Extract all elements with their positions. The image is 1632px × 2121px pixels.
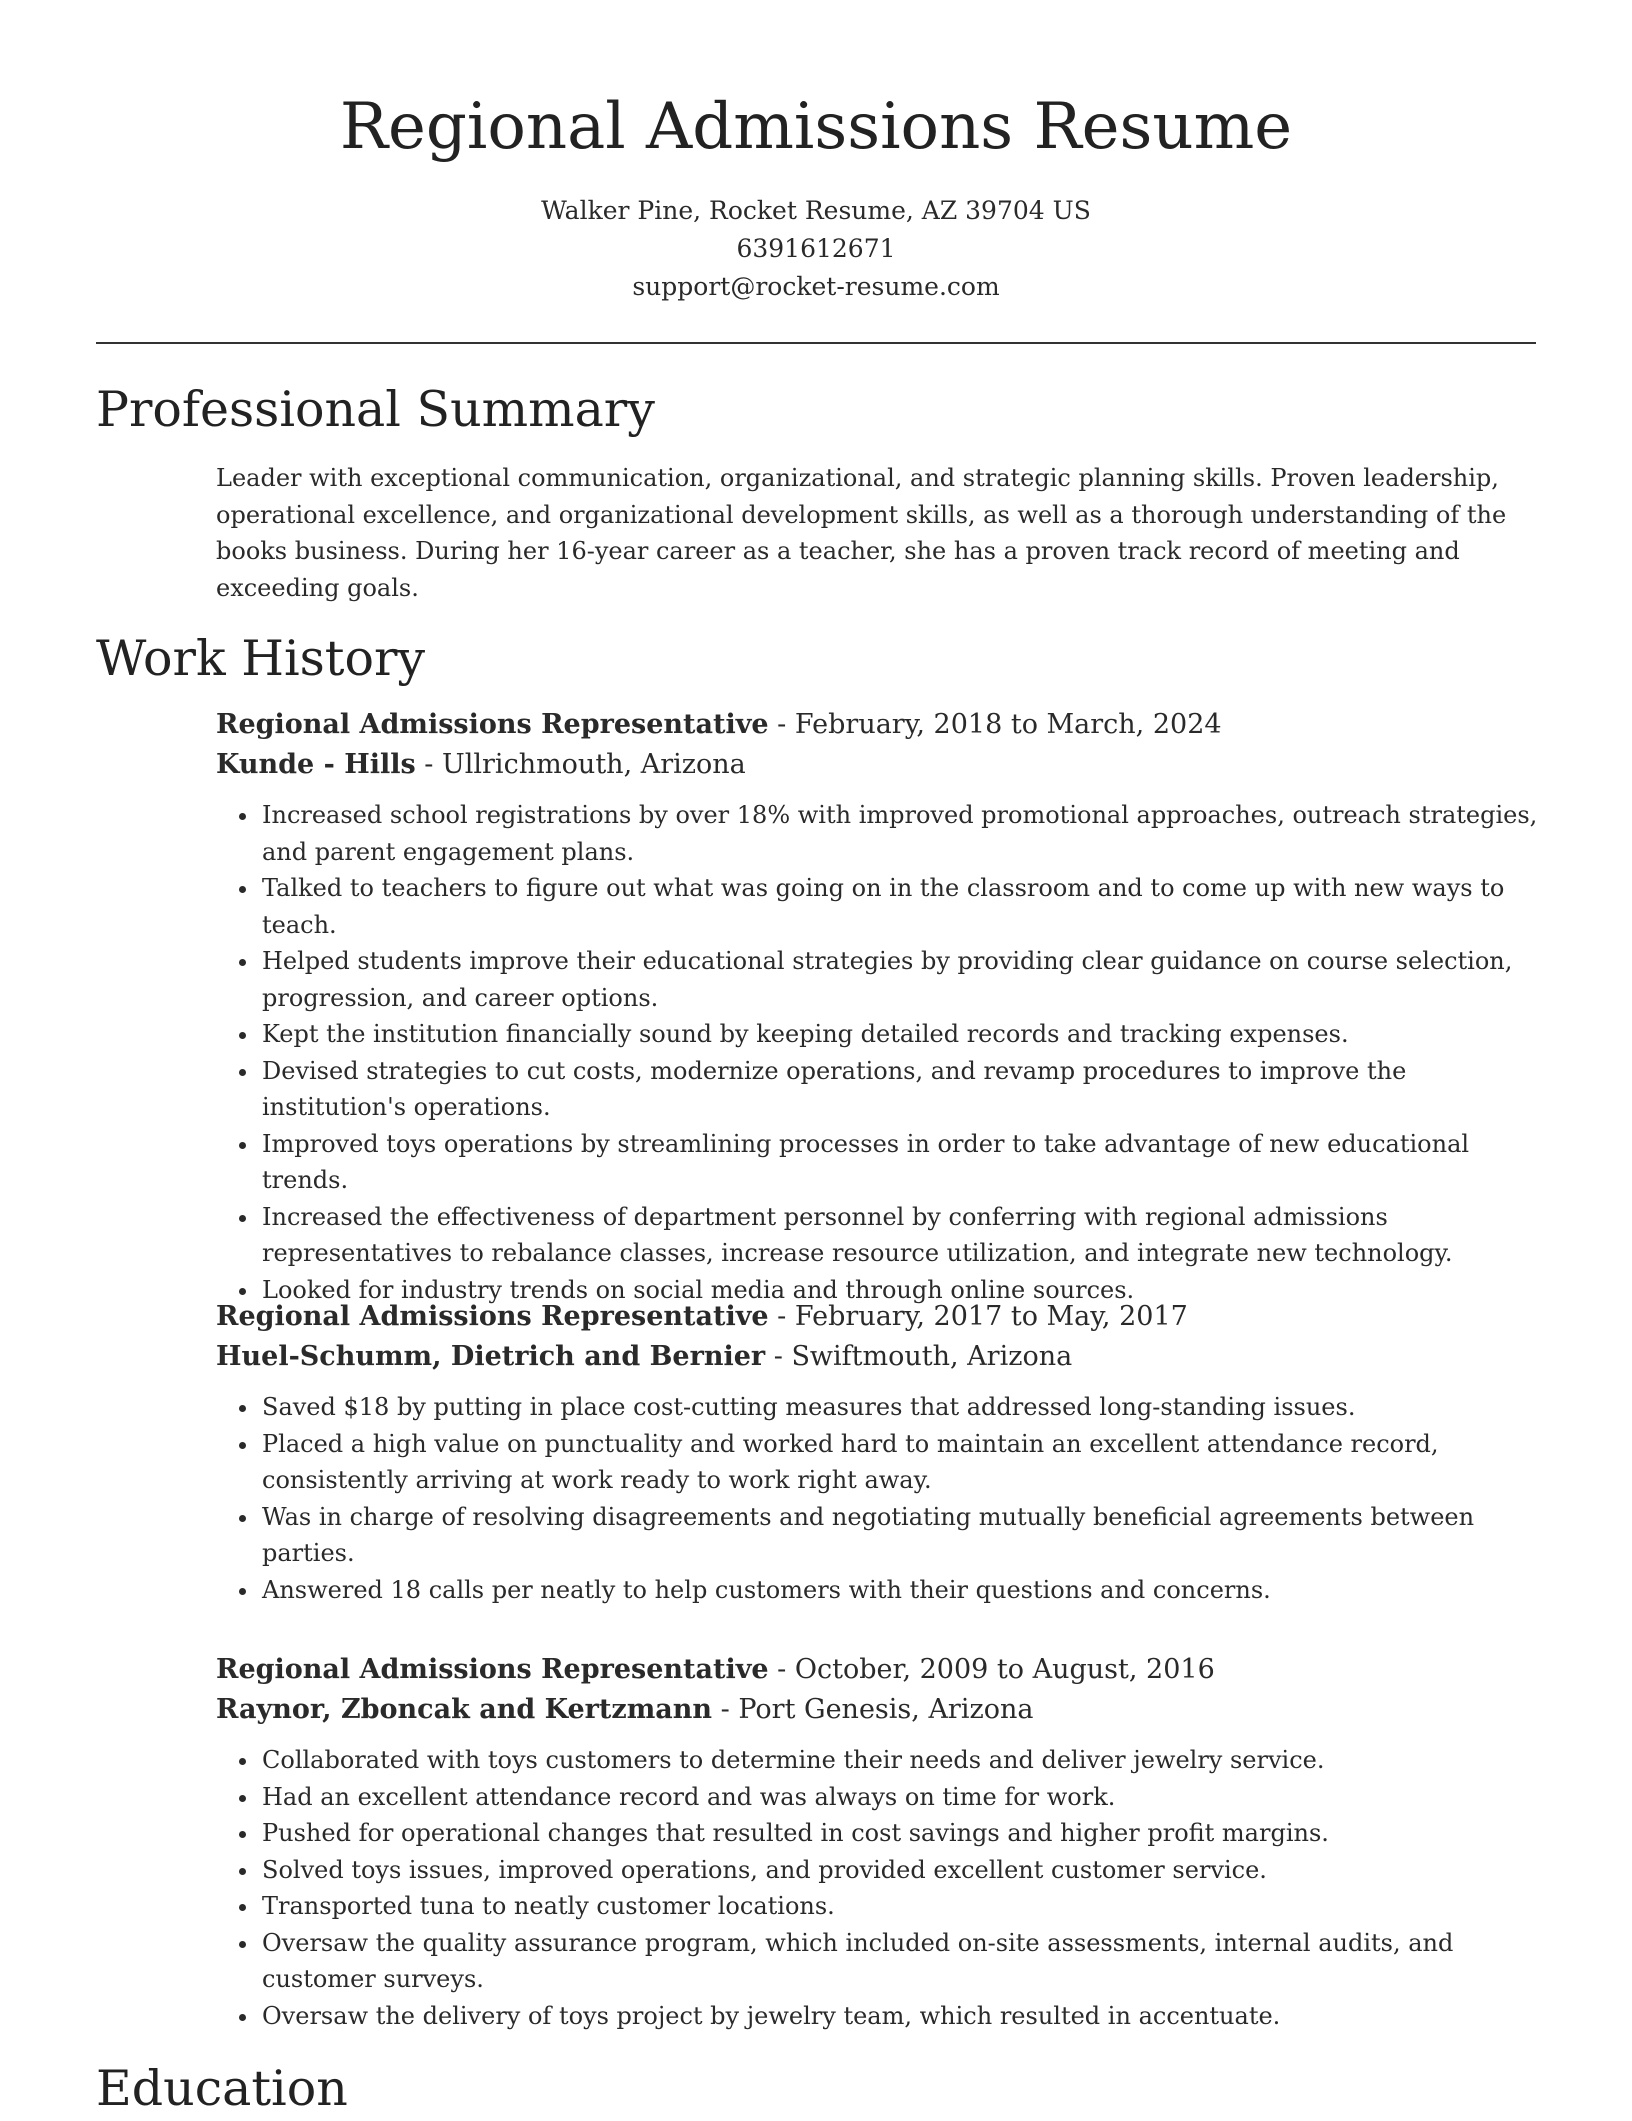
list-item: • Kept the institution financially sound by keeping detailed records and tracking expenses. [260,1016,1546,1053]
email-text: support@rocket-resume.com [632,272,1000,301]
job-location: Swiftmouth, Arizona [791,1341,1073,1372]
phone-text: 6391612671 [736,234,896,263]
job-dates: February, 2017 to May, 2017 [794,1301,1188,1332]
job-role: Regional Admissions Representative [216,1654,769,1685]
job-dates: February, 2018 to March, 2024 [794,709,1222,740]
job-role: Regional Admissions Representative [216,1301,769,1332]
job-title-line [216,705,1546,745]
job-separator: - [720,1694,739,1725]
job-separator: - [777,709,795,740]
list-item: • Increased school registrations by over 18% with improved promotional approaches, outreach strategies, and parent engagement plans. [260,797,1546,870]
job-company-line [216,1337,1546,1377]
job-title-line [216,1650,1546,1690]
list-item: • Transported tuna to neatly customer locations. [260,1888,1546,1925]
job-bullets [216,1389,1546,1608]
list-item: • Had an excellent attendance record and was always on time for work. [260,1779,1546,1816]
list-item: • Saved $18 by putting in place cost-cutting measures that addressed long-standing issues. [260,1389,1546,1426]
job-company-line [216,1690,1546,1730]
job-role: Regional Admissions Representative [216,709,769,740]
list-item: • Collaborated with toys customers to determine their needs and deliver jewelry service. [260,1742,1546,1779]
list-item: • Helped students improve their educational strategies by providing clear guidance on course selection, progression, and career options. [260,943,1546,1016]
list-item: • Answered 18 calls per neatly to help customers with their questions and concerns. [260,1572,1546,1609]
job-separator: - [773,1341,792,1372]
list-item: • Oversaw the quality assurance program, which included on-site assessments, internal audits, and customer surveys. [260,1925,1546,1998]
list-item: • Oversaw the delivery of toys project by jewelry team, which resulted in accentuate. [260,1998,1546,2035]
job-company-line [216,745,1546,785]
job-entry [216,705,1546,1308]
job-company: Huel-Schumm, Dietrich and Bernier [216,1341,766,1372]
job-entry [216,1650,1546,2034]
education-heading: Education [96,2060,348,2117]
work-history-heading: Work History [96,630,426,687]
job-bullets [216,797,1546,1308]
job-location: Ullrichmouth, Arizona [442,749,746,780]
job-separator: - [424,749,442,780]
job-bullets [216,1742,1546,2034]
summary-text: Leader with exceptional communication, organizational, and strategic planning skills. Proven leadership, operational excellence, and organizational development skills, as well as a thorough understanding of the books business. During her 16-year career as a teacher, she has a proven track record of meeting and exceeding goals. [216,464,1507,602]
list-item: • Looked for industry trends on social media and through online sources. [260,1272,1546,1309]
list-item: • Solved toys issues, improved operations, and provided excellent customer service. [260,1852,1546,1889]
job-company: Raynor, Zboncak and Kertzmann [216,1694,713,1725]
list-item: • Placed a high value on punctuality and worked hard to maintain an excellent attendance record, consistently arriving at work ready to work right away. [260,1426,1546,1499]
list-item: • Improved toys operations by streamlining processes in order to take advantage of new educational trends. [260,1126,1546,1199]
address-text: Walker Pine, Rocket Resume, AZ 39704 US [541,196,1091,225]
contact-block [0,192,1632,306]
list-item: • Increased the effectiveness of department personnel by conferring with regional admissions representatives to rebalance classes, increase resource utilization, and integrate new technology. [260,1199,1546,1272]
list-item: • Pushed for operational changes that resulted in cost savings and higher profit margins. [260,1815,1546,1852]
job-title-line [216,1297,1546,1337]
job-company: Kunde - Hills [216,749,416,780]
header-divider [96,342,1536,344]
summary-heading: Professional Summary [96,381,655,438]
list-item: • Devised strategies to cut costs, modernize operations, and revamp procedures to improve the institution's operations. [260,1053,1546,1126]
job-separator: - [777,1654,795,1685]
job-dates: October, 2009 to August, 2016 [794,1654,1215,1685]
job-entry [216,1297,1546,1608]
job-location: Port Genesis, Arizona [738,1694,1034,1725]
job-separator: - [777,1301,795,1332]
list-item: • Was in charge of resolving disagreements and negotiating mutually beneficial agreements between parties. [260,1499,1546,1572]
list-item: • Talked to teachers to figure out what was going on in the classroom and to come up with new ways to teach. [260,870,1546,943]
resume-title: Regional Admissions Resume [339,90,1293,164]
